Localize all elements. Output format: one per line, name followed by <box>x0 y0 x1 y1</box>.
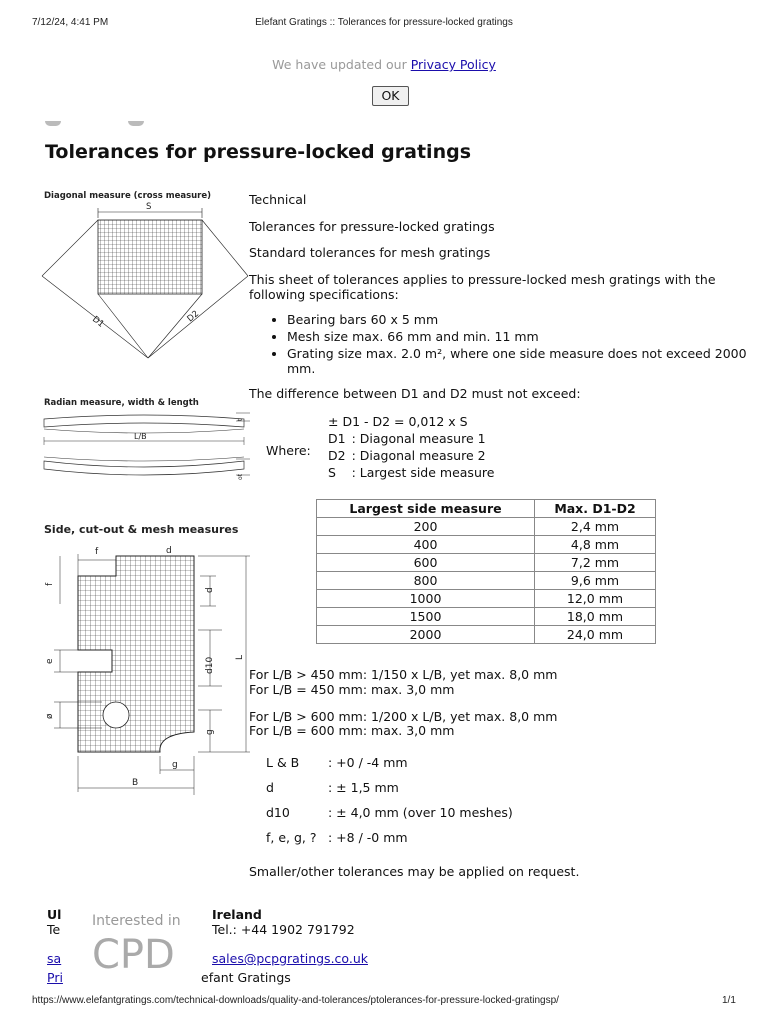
measure-name: f, e, g, ? <box>266 830 317 845</box>
def-symbol: D2 <box>328 448 346 463</box>
radian-measure-diagram <box>40 395 250 490</box>
def-symbol: D1 <box>328 431 346 446</box>
def-description: : Diagonal measure 2 <box>351 448 486 463</box>
label-diameter: ø <box>45 713 55 719</box>
cpd-badge[interactable] <box>84 910 200 986</box>
print-url: https://www.elefantgratings.com/technical-downloads/quality-and-tolerances/ptolerances-for-pressure-locked-gratingsp/ <box>32 995 559 1006</box>
lb-rule-1b: For L/B = 450 mm: max. 3,0 mm <box>249 682 455 697</box>
table-row <box>317 572 656 590</box>
paragraph-standard: Standard tolerances for mesh gratings <box>249 245 491 260</box>
table-cell: 18,0 mm <box>535 608 656 626</box>
table-cell: 200 <box>317 518 535 536</box>
ok-button[interactable]: OK <box>372 86 409 106</box>
table-cell: 1000 <box>317 590 535 608</box>
print-page-count: 1/1 <box>722 995 736 1006</box>
table-cell: 800 <box>317 572 535 590</box>
label-f-top: f <box>95 547 99 557</box>
measure-name: d <box>266 780 274 795</box>
table-row <box>317 536 656 554</box>
tolerance-table <box>316 499 656 644</box>
footer-brand: efant Gratings <box>201 970 291 985</box>
label-f-left: f <box>45 582 55 586</box>
table-cell: 1500 <box>317 608 535 626</box>
where-label: Where: <box>266 443 311 458</box>
measure-value: : +0 / -4 mm <box>328 755 408 770</box>
label-g-side: g <box>205 729 215 735</box>
cpd-badge-text: Interested in <box>92 913 181 929</box>
privacy-policy-link[interactable]: Privacy Policy <box>410 57 496 72</box>
lb-rule-1a: For L/B > 450 mm: 1/150 x L/B, yet max. 8,0 mm <box>249 667 558 682</box>
print-datetime: 7/12/24, 4:41 PM <box>32 17 109 28</box>
side-cutout-diagram <box>40 520 255 795</box>
table-cell: 4,8 mm <box>535 536 656 554</box>
print-page-title: Elefant Gratings :: Tolerances for pressure-locked gratings <box>255 17 513 28</box>
diagram-title: Radian measure, width & length <box>44 398 199 408</box>
table-cell: 2,4 mm <box>535 518 656 536</box>
diagram-title: Side, cut-out & mesh measures <box>44 523 239 536</box>
table-cell: 24,0 mm <box>535 626 656 644</box>
label-lb: L/B <box>134 432 147 441</box>
cpd-badge-title: CPD <box>92 932 175 978</box>
specs-list <box>265 312 747 378</box>
table-cell: 7,2 mm <box>535 554 656 572</box>
table-row <box>266 830 513 855</box>
def-description: : Largest side measure <box>351 465 495 480</box>
paragraph-request: Smaller/other tolerances may be applied on request. <box>249 864 580 879</box>
table-row <box>317 626 656 644</box>
measure-value: : +8 / -0 mm <box>328 830 408 845</box>
def-symbol: S <box>328 465 336 480</box>
table-cell: 12,0 mm <box>535 590 656 608</box>
def-description: : Diagonal measure 1 <box>351 431 486 446</box>
table-cell: 2000 <box>317 626 535 644</box>
paragraph-subtitle: Tolerances for pressure-locked gratings <box>249 219 495 234</box>
footer-ireland-tel: Tel.: +44 1902 791792 <box>212 922 355 937</box>
footer-email-link[interactable]: sales@pcpgratings.co.uk <box>212 951 368 966</box>
label-ot: ot <box>237 473 244 480</box>
footer-privacy-link[interactable]: Pri <box>47 970 63 985</box>
logo-fragment <box>45 121 61 126</box>
label-d2: D2 <box>185 308 202 325</box>
list-item: • Grating size max. 2.0 m², where one side measure does not exceed 2000 mm. <box>287 346 747 376</box>
list-item: • Bearing bars 60 x 5 mm <box>287 312 747 327</box>
footer-uk-label: Ul <box>47 907 62 922</box>
lb-rule-2a: For L/B > 600 mm: 1/200 x L/B, yet max. 8,0 mm <box>249 709 558 724</box>
footer-tel-left: Te <box>47 922 61 937</box>
label-g-bottom: g <box>172 760 178 770</box>
table-cell: 600 <box>317 554 535 572</box>
label-d-side: d <box>205 587 215 593</box>
table-cell: 400 <box>317 536 535 554</box>
logo-fragment <box>128 121 144 126</box>
label-l: L <box>235 654 245 660</box>
paragraph-intro: This sheet of tolerances applies to pressure-locked mesh gratings with the following specifications: <box>249 272 716 302</box>
label-d10: d10 <box>205 656 215 674</box>
diagram-title: Diagonal measure (cross measure) <box>44 191 212 201</box>
footer-email-left[interactable]: sa <box>47 951 62 966</box>
measure-value: : ± 1,5 mm <box>328 780 399 795</box>
formula: ± D1 - D2 = 0,012 x S <box>328 414 468 429</box>
privacy-notice-text: We have updated our <box>272 57 407 72</box>
table-header: Max. D1-D2 <box>535 500 656 518</box>
measure-value: : ± 4,0 mm (over 10 meshes) <box>328 805 513 820</box>
paragraph-difference: The difference between D1 and D2 must not exceed: <box>249 386 581 401</box>
paragraph-technical: Technical <box>249 192 307 207</box>
table-row <box>266 780 513 805</box>
table-row <box>317 590 656 608</box>
label-e: e <box>45 658 55 664</box>
label-b: B <box>132 778 139 788</box>
privacy-notice <box>0 57 768 72</box>
diagonal-measure-diagram <box>40 188 250 363</box>
table-row <box>266 805 513 830</box>
table-row <box>317 608 656 626</box>
table-cell: 9,6 mm <box>535 572 656 590</box>
table-header: Largest side measure <box>317 500 535 518</box>
formula-table <box>325 413 497 481</box>
table-header-row <box>317 500 656 518</box>
label-s: S <box>146 202 152 212</box>
label-d1: D1 <box>90 314 106 330</box>
label-t: t <box>237 418 244 421</box>
table-row <box>317 518 656 536</box>
label-d-top: d <box>166 546 172 556</box>
footer-ireland-label: Ireland <box>212 907 262 922</box>
measure-name: d10 <box>266 805 290 820</box>
list-item: • Mesh size max. 66 mm and min. 11 mm <box>287 329 747 344</box>
measure-name: L & B <box>266 755 300 770</box>
table-row <box>317 554 656 572</box>
measures-table <box>266 755 513 855</box>
page-title: Tolerances for pressure-locked gratings <box>45 141 472 163</box>
table-row <box>266 755 513 780</box>
lb-rule-2b: For L/B = 600 mm: max. 3,0 mm <box>249 723 455 738</box>
